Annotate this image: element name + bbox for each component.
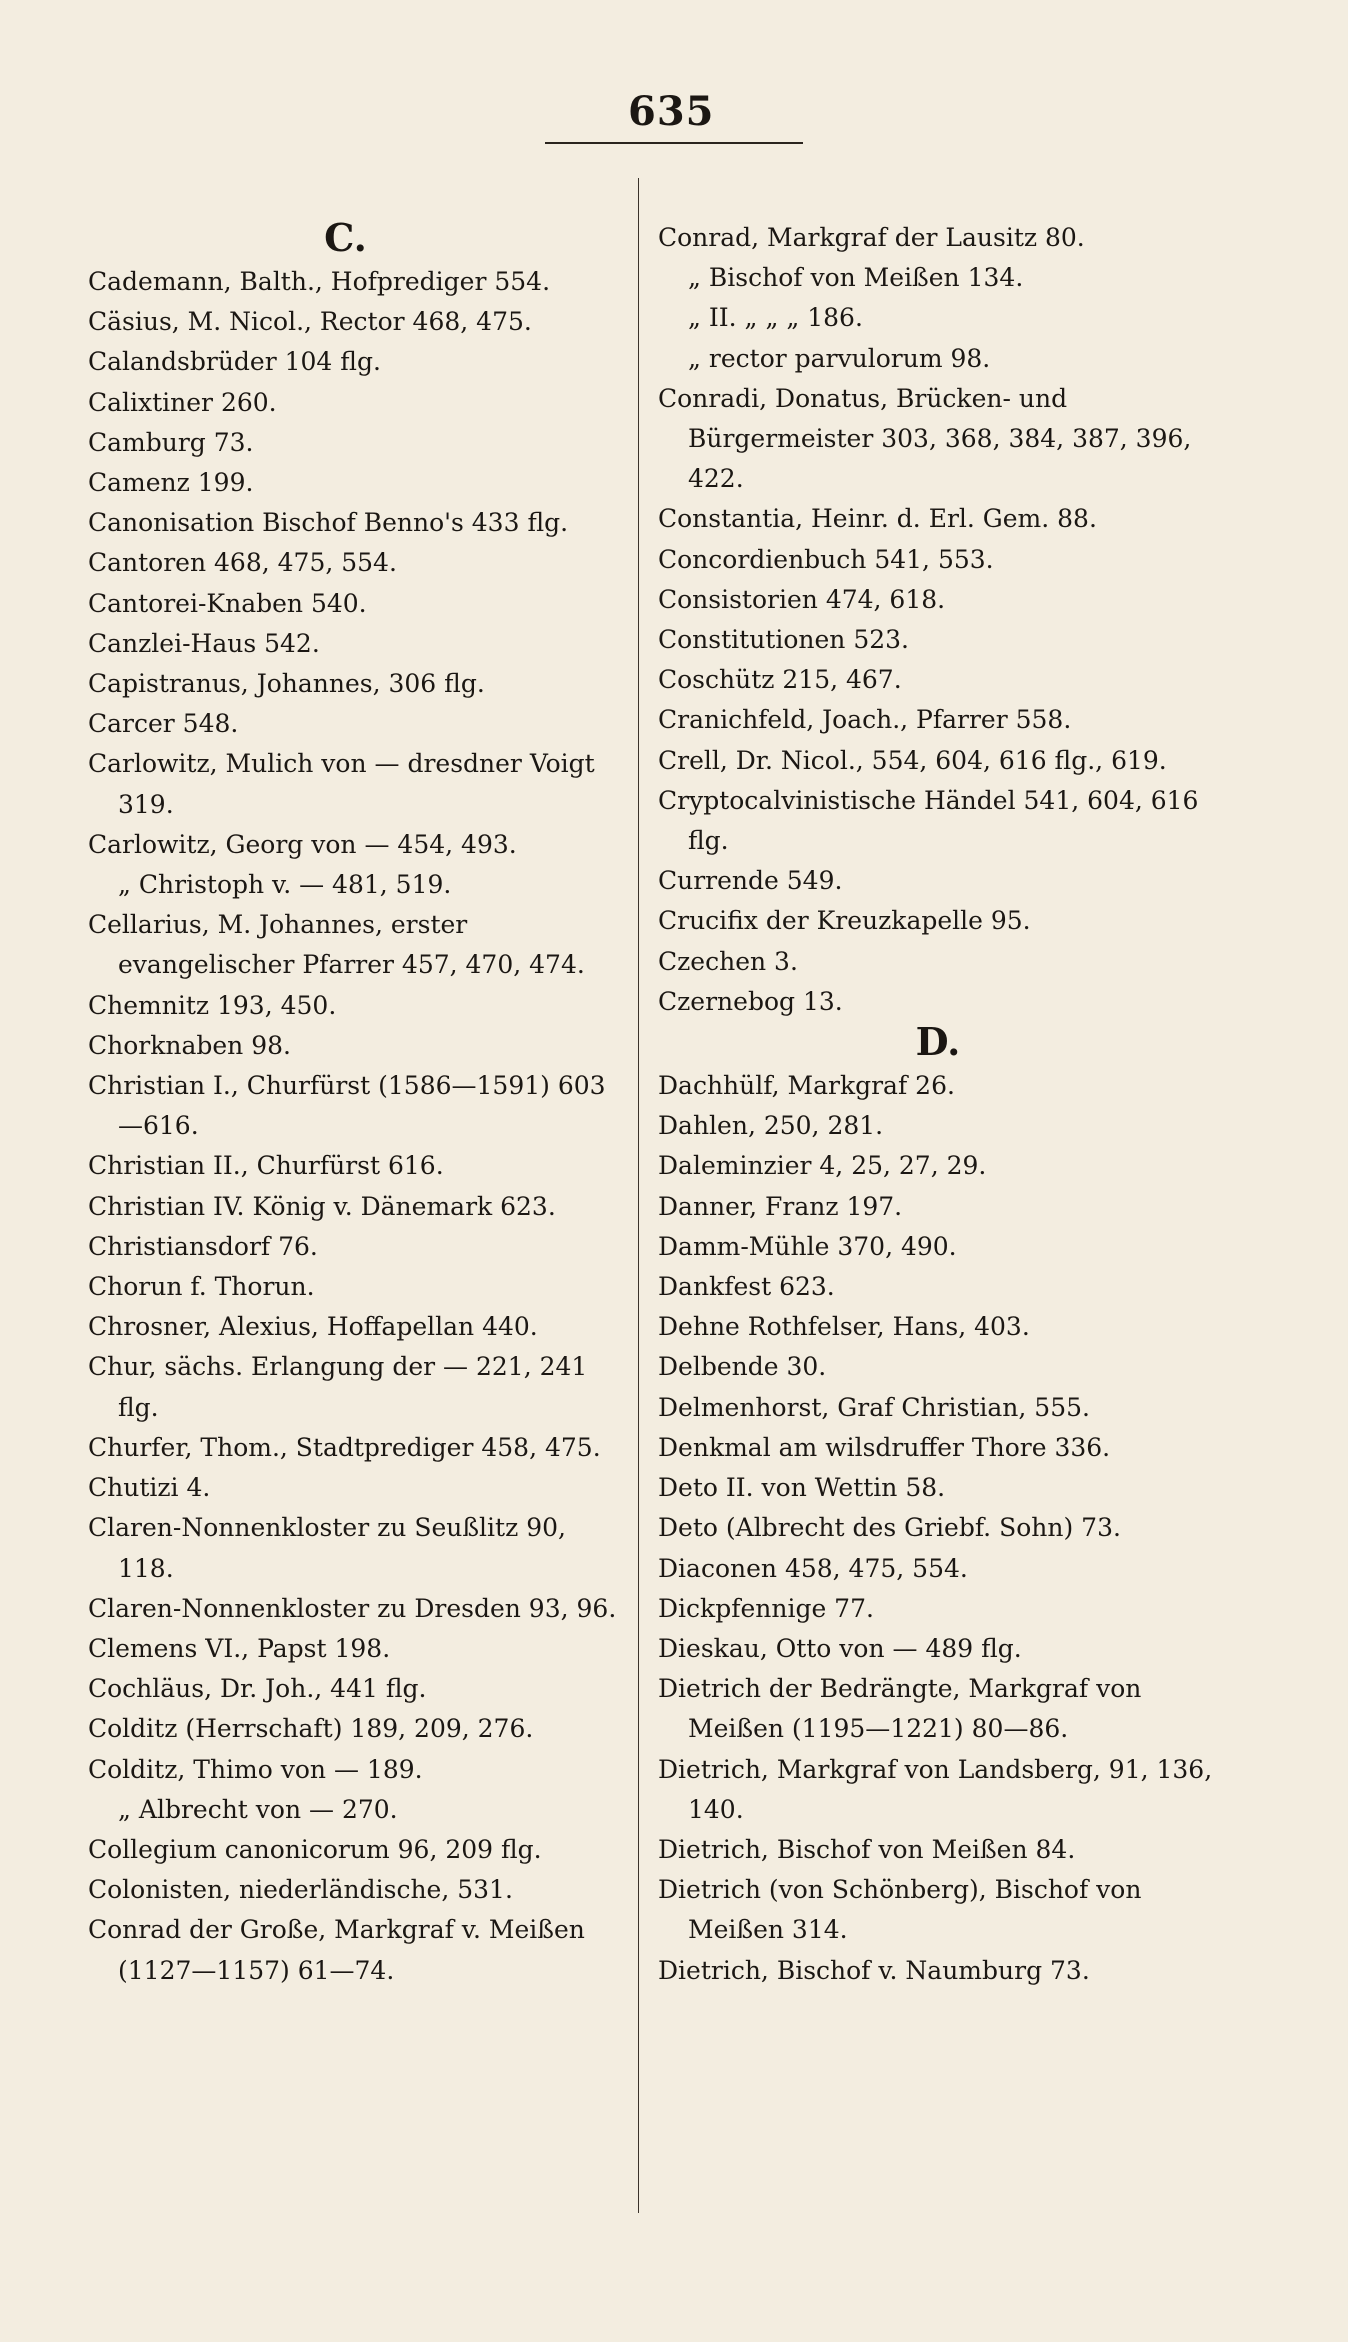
index-entry: Deto II. von Wettin 58. [658, 1473, 946, 1503]
index-entry: Calixtiner 260. [88, 387, 277, 417]
index-entry: Carlowitz, Mulich von — dresdner Voigt 319. [88, 749, 595, 819]
index-entry: Conradi, Donatus, Brücken- und Bürgermeister 303, 368, 384, 387, 396, 422. [658, 383, 1192, 494]
index-entry: Constantia, Heinr. d. Erl. Gem. 88. [658, 504, 1097, 534]
index-entry: Dietrich der Bedrängte, Markgraf von Meißen (1195—1221) 80—86. [658, 1674, 1142, 1744]
index-entry: Delbende 30. [658, 1352, 827, 1382]
index-entry: Claren-Nonnenkloster zu Seußlitz 90, 118. [88, 1513, 566, 1583]
index-entry: Dietrich, Bischof von Meißen 84. [658, 1834, 1076, 1864]
section-letter-c: C. [324, 215, 367, 260]
index-entry: Collegium canonicorum 96, 209 flg. [88, 1834, 542, 1864]
index-entry: Christian II., Churfürst 616. [88, 1151, 444, 1181]
index-entry: Danner, Franz 197. [658, 1191, 903, 1221]
index-entry: Christian I., Churfürst (1586—1591) 603—616. [88, 1071, 606, 1141]
index-entry: Dahlen, 250, 281. [658, 1111, 884, 1141]
header-rule [545, 142, 803, 144]
index-entry: Constitutionen 523. [658, 625, 910, 655]
index-entry: Damm-Mühle 370, 490. [658, 1231, 957, 1261]
index-entry: Dachhülf, Markgraf 26. [658, 1071, 955, 1101]
index-entry: Cellarius, M. Johannes, erster evangelischer Pfarrer 457, 470, 474. [88, 910, 585, 980]
page-number: 635 [628, 88, 715, 135]
index-entry: Colonisten, niederländische, 531. [88, 1875, 513, 1905]
index-entry: Dietrich (von Schönberg), Bischof von Meißen 314. [658, 1875, 1142, 1945]
index-entry: Christian IV. König v. Dänemark 623. [88, 1191, 556, 1221]
index-entry: Canzlei-Haus 542. [88, 628, 320, 658]
index-entry: Diaconen 458, 475, 554. [658, 1553, 968, 1583]
index-entry: „ II. „ „ „ 186. [688, 303, 863, 333]
index-entry: Dehne Rothfelser, Hans, 403. [658, 1312, 1030, 1342]
index-entry: Consistorien 474, 618. [658, 584, 946, 614]
index-entry: Chorknaben 98. [88, 1030, 291, 1060]
index-entry: Chorun f. Thorun. [88, 1272, 315, 1302]
index-entry: Cantorei-Knaben 540. [88, 588, 367, 618]
index-entry: Cademann, Balth., Hofprediger 554. [88, 267, 551, 296]
index-entry: Claren-Nonnenkloster zu Dresden 93, 96. [88, 1593, 617, 1623]
left-entry-list [88, 262, 623, 1991]
index-entry: Christiansdorf 76. [88, 1231, 318, 1261]
index-entry: „ Bischof von Meißen 134. [688, 263, 1024, 293]
index-entry: Cantoren 468, 475, 554. [88, 548, 397, 578]
index-entry: Capistranus, Johannes, 306 flg. [88, 669, 485, 699]
index-entry: Colditz, Thimo von — 189. [88, 1754, 423, 1784]
index-entry: Coschütz 215, 467. [658, 665, 902, 695]
index-entry: Chemnitz 193, 450. [88, 990, 337, 1020]
index-entry: Conrad der Große, Markgraf v. Meißen (1127—1157) 61—74. [88, 1915, 585, 1985]
section-letter-d: D. [915, 1019, 961, 1065]
index-entry: Czechen 3. [658, 946, 798, 976]
index-entry: Dietrich, Markgraf von Landsberg, 91, 136, 140. [658, 1754, 1213, 1824]
index-entry: Camenz 199. [88, 468, 254, 498]
index-entry: Colditz (Herrschaft) 189, 209, 276. [88, 1714, 534, 1744]
index-entry: „ Albrecht von — 270. [118, 1794, 398, 1824]
index-entry: Chrosner, Alexius, Hoffapellan 440. [88, 1312, 538, 1342]
index-entry: Currende 549. [658, 866, 843, 896]
index-entry: Churfer, Thom., Stadtprediger 458, 475. [88, 1432, 601, 1462]
index-entry: Cochläus, Dr. Joh., 441 flg. [88, 1674, 427, 1704]
right-entry-list-top [658, 218, 1218, 1022]
index-entry: Dankfest 623. [658, 1272, 835, 1302]
index-entry: Daleminzier 4, 25, 27, 29. [658, 1151, 987, 1181]
left-column [88, 215, 623, 1991]
index-entry: Crucifix der Kreuzkapelle 95. [658, 906, 1031, 936]
index-entry: Clemens VI., Papst 198. [88, 1633, 391, 1663]
right-entry-list-bottom [658, 1066, 1218, 1991]
right-column [658, 218, 1218, 1991]
index-entry: Cryptocalvinistische Händel 541, 604, 616 flg. [658, 785, 1199, 856]
index-entry: Chur, sächs. Erlangung der — 221, 241 flg. [88, 1352, 588, 1422]
index-entry: „ rector parvulorum 98. [688, 343, 991, 373]
index-entry: „ Christoph v. — 481, 519. [118, 870, 452, 900]
index-entry: Deto (Albrecht des Griebf. Sohn) 73. [658, 1513, 1121, 1543]
index-entry: Crell, Dr. Nicol., 554, 604, 616 flg., 619. [658, 745, 1167, 775]
index-entry: Camburg 73. [88, 427, 254, 457]
index-entry: Canonisation Bischof Benno's 433 flg. [88, 508, 569, 538]
index-entry: Chutizi 4. [88, 1473, 211, 1503]
index-entry: Carcer 548. [88, 709, 239, 739]
index-entry: Concordienbuch 541, 553. [658, 544, 994, 574]
index-entry: Czernebog 13. [658, 986, 843, 1016]
index-entry: Denkmal am wilsdruffer Thore 336. [658, 1432, 1111, 1462]
index-entry: Cäsius, M. Nicol., Rector 468, 475. [88, 307, 532, 337]
index-entry: Cranichfeld, Joach., Pfarrer 558. [658, 705, 1072, 735]
index-entry: Delmenhorst, Graf Christian, 555. [658, 1392, 1090, 1422]
index-entry: Calandsbrüder 104 flg. [88, 347, 381, 377]
index-entry: Conrad, Markgraf der Lausitz 80. [658, 223, 1085, 252]
index-entry: Dietrich, Bischof v. Naumburg 73. [658, 1955, 1090, 1985]
index-entry: Dickpfennige 77. [658, 1593, 874, 1623]
index-entry: Dieskau, Otto von — 489 flg. [658, 1633, 1022, 1663]
index-entry: Carlowitz, Georg von — 454, 493. [88, 829, 517, 859]
column-divider [638, 178, 639, 2213]
